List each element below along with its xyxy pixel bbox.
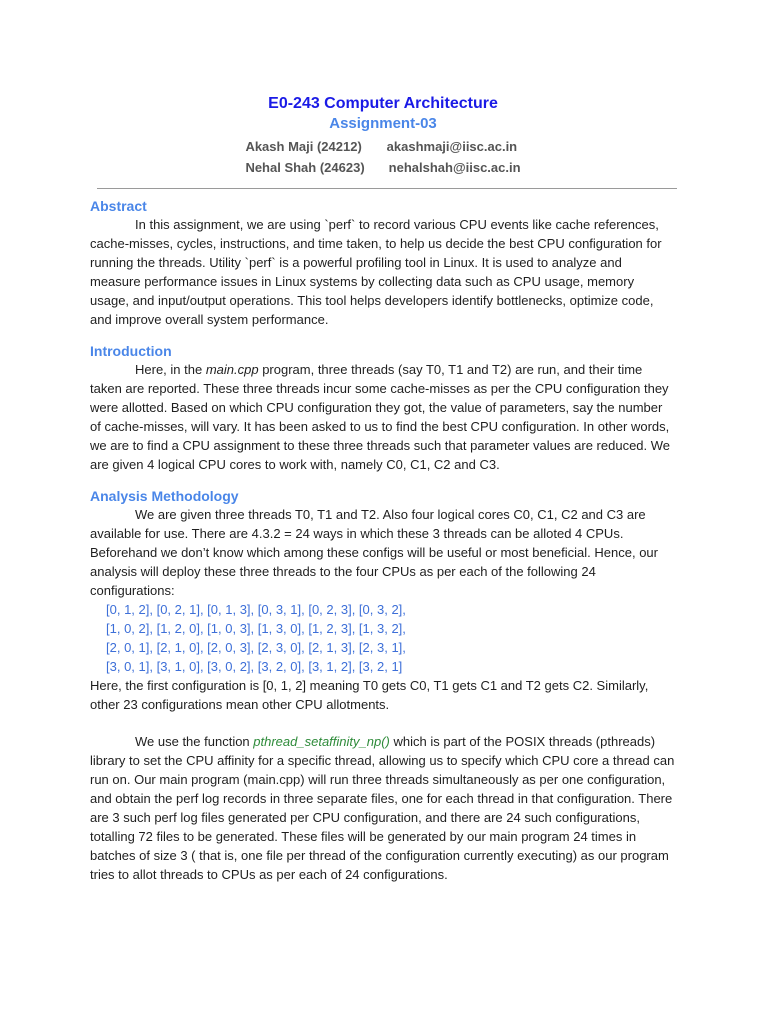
methodology-paragraph-1: We are given three threads T0, T1 and T2. Also four logical cores C0, C1, C2 and C3 are available for use. There are 4.3.2 = 24 ways in which these 3 threads can be alloted 4 CPUs. Beforehand we don’t know which among these configs will be useful or most beneficial. Hence, our analysis will deploy these three threads to the four CPUs as per each of the following 24 configurations: xyxy=(90,507,658,598)
para3-text-start: We use the function xyxy=(135,734,254,749)
document-subtitle: Assignment-03 xyxy=(329,115,437,132)
abstract-heading: Abstract xyxy=(90,198,147,214)
introduction-heading: Introduction xyxy=(90,343,172,359)
abstract-section xyxy=(90,197,676,329)
author-name: Akash Maji (24212) xyxy=(245,139,362,154)
file-name: main.cpp xyxy=(205,362,259,377)
author-emails xyxy=(387,136,521,178)
para3-text-end: which is part of the POSIX threads (pthreads) library to set the CPU affinity for a specific thread, allowing us to specify which CPU core a thread can run on. Our main program (main.cpp) will run three threads simultaneously as per one configuration, and obtain the perf log records in three separate files, one for each thread in that configuration. There are 3 such perf log files generated per CPU configuration, and there are 24 such configurations, totalling 72 files to be generated. These files will be generated by our main program 24 times in batches of size 3 ( that is, one file per thread of the configuration currently executing) as our program tries to allot threads to CPUs as per each of 24 configurations. xyxy=(90,734,675,882)
configuration-line: [3, 0, 1], [3, 1, 0], [3, 0, 2], [3, 2, 0], [3, 1, 2], [3, 2, 1] xyxy=(106,659,403,674)
methodology-section xyxy=(90,487,676,884)
author-email: akashmaji@iisc.ac.in xyxy=(386,139,518,154)
authors-block xyxy=(90,136,676,178)
configuration-line: [2, 0, 1], [2, 1, 0], [2, 0, 3], [2, 3, 0], [2, 1, 3], [2, 3, 1], xyxy=(106,640,406,655)
configuration-line: [0, 1, 2], [0, 2, 1], [0, 1, 3], [0, 3, 1], [0, 2, 3], [0, 3, 2], xyxy=(106,602,406,617)
intro-text-end: program, three threads (say T0, T1 and T2) are run, and their time taken are reported. These three threads incur some cache-misses as per the CPU configuration they were allotted. Based on which CPU configuration they got, the value of parameters, say the number of cache-misses, will vary. It has been asked to us to find the best CPU configuration. In other words, we are to find a CPU assignment to these three threads such that parameter values are reduced. We are given 4 logical CPU cores to work with, namely C0, C1, C2 and C3. xyxy=(90,362,671,472)
configuration-line: [1, 0, 2], [1, 2, 0], [1, 0, 3], [1, 3, 0], [1, 2, 3], [1, 3, 2], xyxy=(106,621,406,636)
author-name: Nehal Shah (24623) xyxy=(245,160,365,175)
author-email: nehalshah@iisc.ac.in xyxy=(388,160,521,175)
configuration-list xyxy=(90,600,676,676)
author-names xyxy=(245,136,364,178)
introduction-section xyxy=(90,342,676,474)
introduction-text xyxy=(90,360,676,474)
methodology-paragraph-2: Here, the first configuration is [0, 1, 2] meaning T0 gets C0, T1 gets C1 and T2 gets C2. Similarly, other 23 configurations mean other CPU allotments. xyxy=(90,678,649,712)
function-name: pthread_setaffinity_np() xyxy=(253,734,390,749)
paragraph-spacer xyxy=(90,714,676,732)
abstract-text: In this assignment, we are using `perf` to record various CPU events like cache references, cache-misses, cycles, instructions, and time taken, to help us decide the best CPU configuration for running the threads. Utility `perf` is a powerful profiling tool in Linux. It is used to analyze and measure performance issues in Linux systems by collecting data such as CPU usage, memory usage, and input/output operations. This tool helps developers identify bottlenecks, optimize code, and improve overall system performance. xyxy=(90,217,662,327)
document-title: E0-243 Computer Architecture xyxy=(268,95,498,112)
methodology-paragraph-3 xyxy=(90,732,676,884)
header-divider xyxy=(97,188,677,189)
methodology-heading: Analysis Methodology xyxy=(90,488,239,504)
intro-text-start: Here, in the xyxy=(135,362,206,377)
